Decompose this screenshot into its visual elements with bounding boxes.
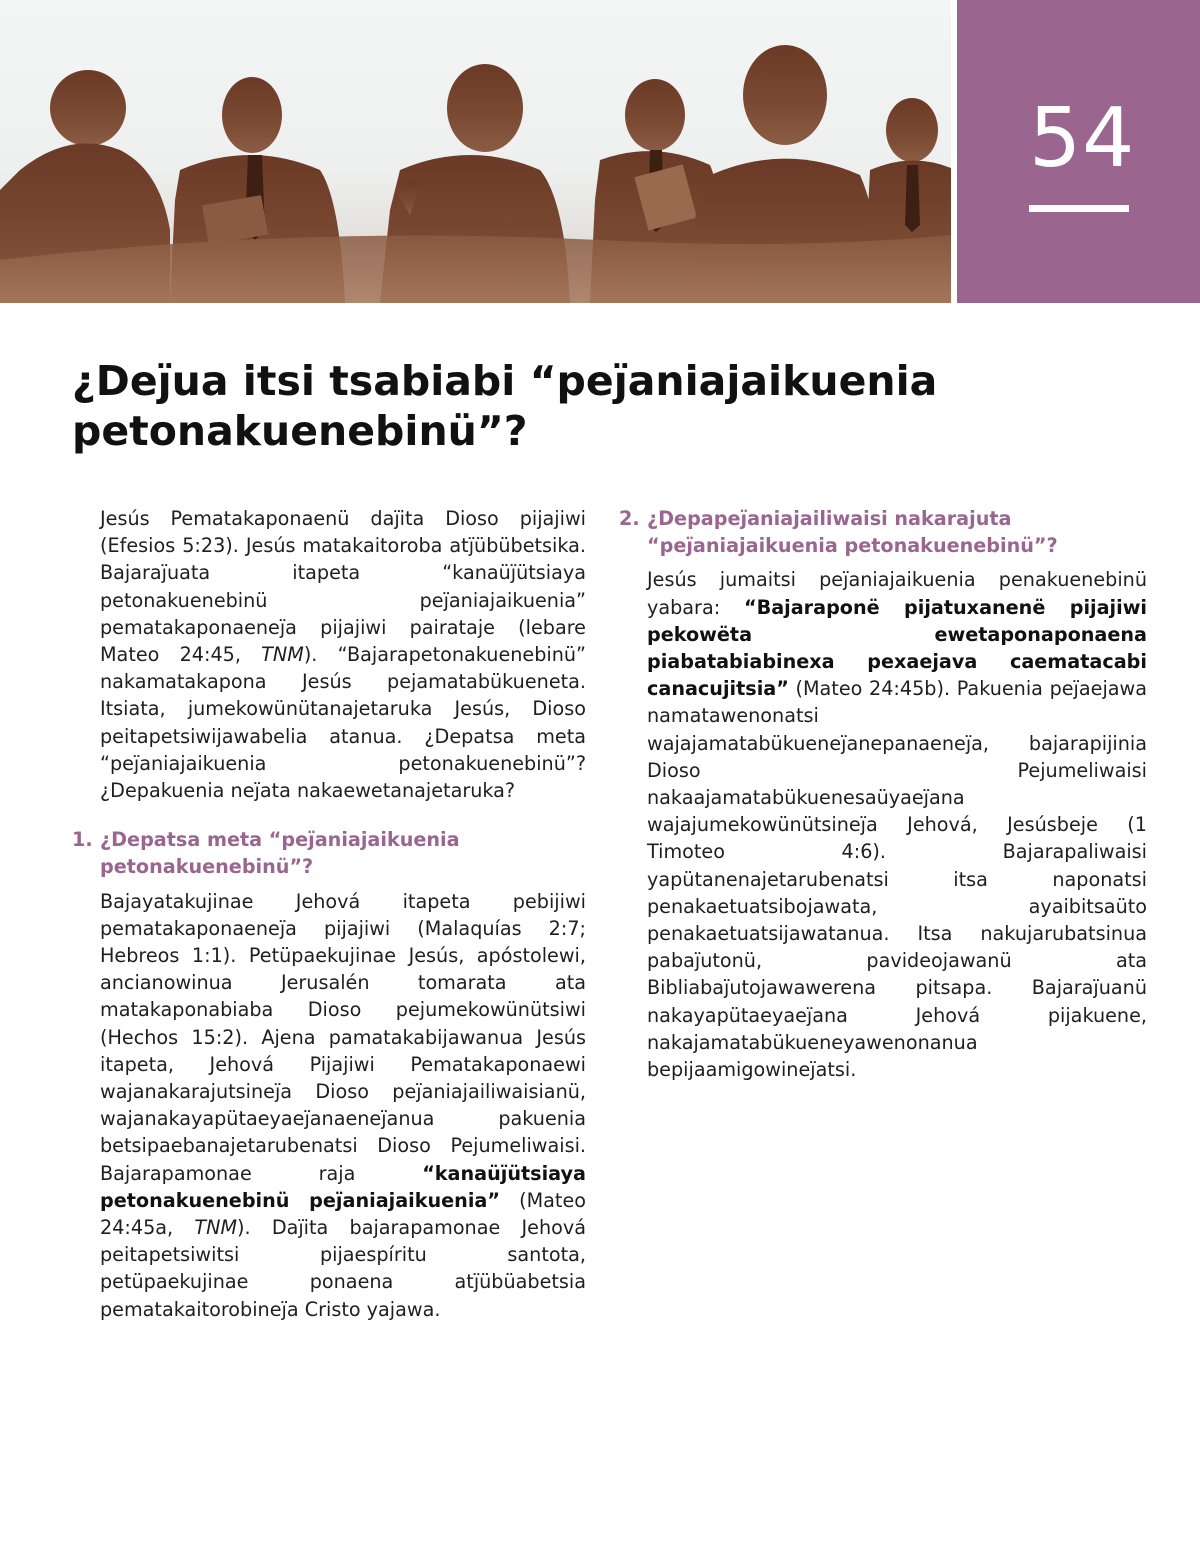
section-1-paragraph [100,888,586,1323]
lesson-number-underline [1029,205,1129,212]
section-2-number: 2. [619,507,640,530]
text-run: (Mateo 24:45a, [100,1188,587,1240]
text-run: Jesús jumaitsi peȷ̈aniajaikuenia penakuenebinü yabara: [647,568,1147,619]
text-run: (Mateo 24:45b). Pakuenia peȷ̈aejawa namatawenonatsi wajajamatabükueneȷ̈anepanaeneȷ̈a, bajarapijinia Dioso Pejumeliwaisi nakaajamatabükuenesaüyaeȷ̈ana wajajumekowünütsineȷ̈a Jehová, Jesúsbeje (1 Timoteo 4:6). Bajarapaliwaisi yapütanenajetarubenatsi itsa naponatsi penakaetuatsibojawata, ayaibitsaüto penakaetuatsijawatanua. Itsa nakujarubatsinua pabaȷ̈utonü, pavideojawanü ata Bibliabaȷ̈utojawawerena pitsapa. Bajaraȷ̈uanü nakayapütaeyaeȷ̈ana Jehová pijakuene, nakajamatabükueneyawenonanua bepijaamigowineȷ̈atsi. [647,677,1147,1082]
text-run: ). Daȷ̈ita bajarapamonae Jehová peitapetsiwitsi pijaespíritu santota, petüpaekujinae ponaena atȷ̈übüabetsia pematakaitorobineȷ̈a Cristo yajawa. [100,1216,586,1321]
intro-paragraph [100,505,586,804]
left-column [72,505,587,1323]
section-2-question-text: ¿Depapeȷ̈aniajailiwaisi nakarajuta “peȷ̈aniajaikuenia petonakuenebinü”? [647,507,1058,558]
text-run: TNM [194,1216,238,1240]
header-illustration [0,0,951,303]
text-run: Bajayatakujinae Jehová itapeta pebijiwi pematakaponaeneȷ̈a pijajiwi (Malaquías 2:7; Hebreos 1:1). Petüpaekujinae Jesús, apóstolewi, ancianowinua Jerusalén tomarata ata matakaponabiaba Dioso pejumekowünütsiwi (Hechos 15:2). Ajena pamatakabijawanua Jesús itapeta, Jehová Pijajiwi Pematakaponaewi wajanakarajutsineȷ̈a Dioso peȷ̈aniajailiwaisianü, wajanakayapütaeyaeȷ̈anaeneȷ̈anua pakuenia betsipaebanajetarubenatsi Dioso Pejumeliwaisi. Bajarapamonae raja [100,889,586,1185]
section-1-question [72,826,586,880]
page-title: ¿Deȷ̈ua itsi tsabiabi “peȷ̈aniajaikuenia petonakuenebinü”? [72,357,938,455]
section-1-question-text: ¿Depatsa meta “peȷ̈aniajaikuenia petonakuenebinü”? [100,828,460,879]
text-run: “kanaüȷ̈ütsiaya petonakuenebinü peȷ̈aniajaikuenia” [100,1161,586,1212]
lesson-number: 54 [1029,91,1136,186]
section-2-question [619,505,1147,559]
right-column [619,505,1148,1083]
text-run: Jesús Pematakaponaenü daȷ̈ita Dioso pijajiwi (Efesios 5:23). Jesús matakaitoroba atȷ̈übübetsika. Bajaraȷ̈uata itapeta “kanaüȷ̈ütsiaya petonakuenebinü peȷ̈aniajaikuenia” pematakaponaeneȷ̈a pijajiwi pairataje (lebare Mateo 24:45, [100,507,586,667]
lesson-number-box [957,0,1200,303]
text-run: ). “Bajarapetonakuenebinü” nakamatakapona Jesús pejamatabükueneta. Itsiata, jumekowünütanajetaruka Jesús, Dioso peitapetsiwijawabelia atanua. ¿Depatsa meta “peȷ̈aniajaikuenia petonakuenebinü”? ¿Depakuenia neȷ̈ata nakaewetanajetaruka? [100,643,586,803]
section-2-paragraph [647,566,1147,1083]
section-1-number: 1. [72,828,93,852]
text-run: TNM [261,643,304,667]
text-run: “Bajaraponë pijatuxanenë pijajiwi pekowëta ewetaponaponaena piabatabiabinexa pexaejava caematacabi canacujitsia” [647,595,1148,701]
people-silhouette-image [0,0,951,303]
